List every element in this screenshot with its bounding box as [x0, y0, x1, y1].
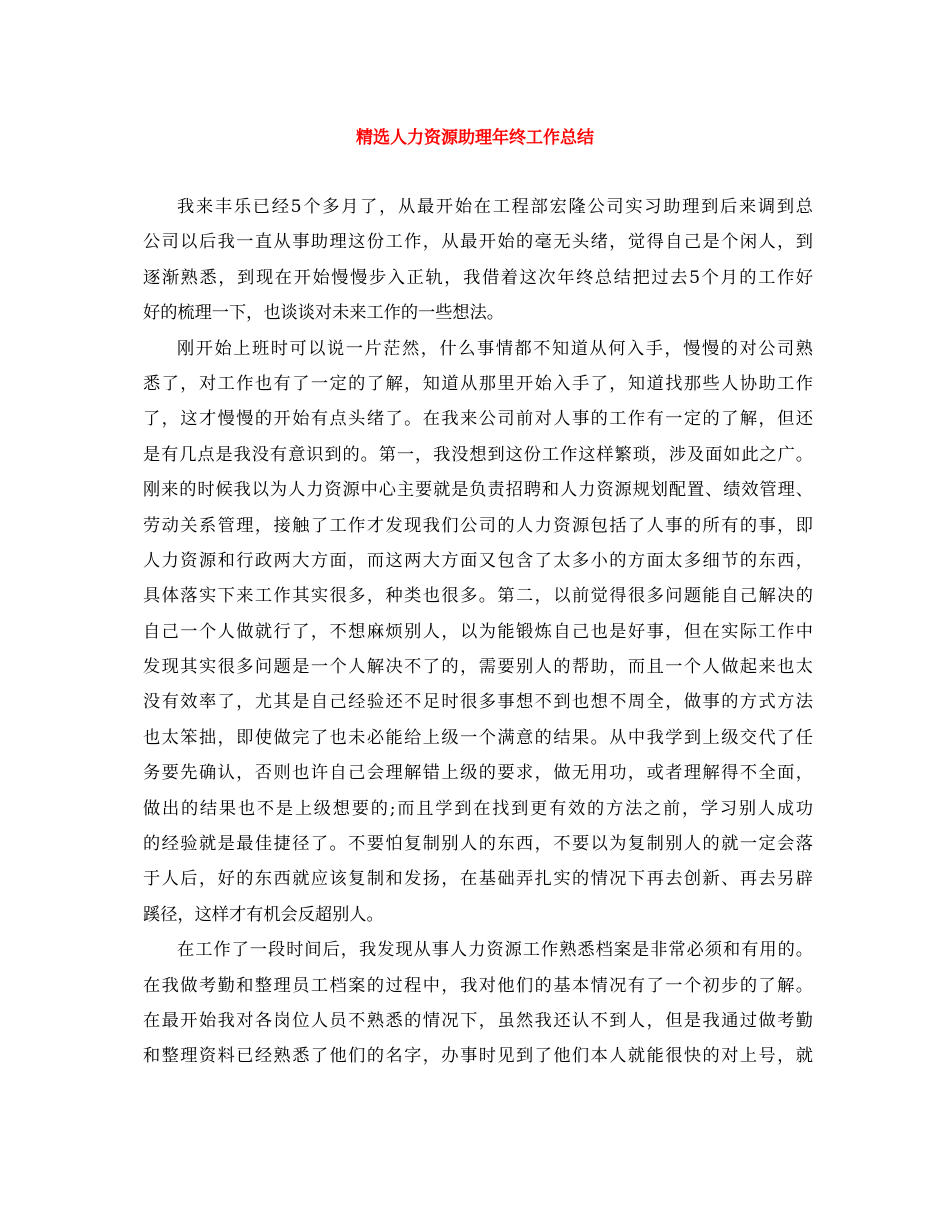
- text-line: 我来丰乐已经5个多月了，从最开始在工程部宏隆公司实习助理到后来调到总: [177, 197, 813, 217]
- paragraph-3: [143, 933, 813, 1075]
- text-line: 务要先确认，否则也许自己会理解错上级的要求，做无用功，或者理解得不全面，: [143, 763, 813, 784]
- text-line: 公司以后我一直从事助理这份工作，从最开始的毫无头绪，觉得自己是个闲人，到: [143, 232, 813, 253]
- text-line: 是有几点是我没有意识到的。第一，我没想到这份工作这样繁琐，涉及面如此之广。: [143, 444, 813, 465]
- text-line: 没有效率了，尤其是自己经验还不足时很多事想不到也想不周全，做事的方式方法: [143, 692, 813, 713]
- text-line: 在工作了一段时间后，我发现从事人力资源工作熟悉档案是非常必须和有用的。: [177, 940, 813, 961]
- text-line: 刚开始上班时可以说一片茫然，什么事情都不知道从何入手，慢慢的对公司熟: [177, 338, 813, 359]
- text-line: 好的梳理一下，也谈谈对未来工作的一些想法。: [143, 303, 504, 324]
- document-title: 精选人力资源助理年终工作总结: [356, 128, 594, 148]
- text-line: 自己一个人做就行了，不想麻烦别人，以为能锻炼自己也是好事，但在实际工作中: [143, 621, 813, 642]
- text-line: 和整理资料已经熟悉了他们的名字，办事时见到了他们本人就能很快的对上号，就: [143, 1046, 813, 1067]
- text-line: 劳动关系管理，接触了工作才发现我们公司的人力资源包括了人事的所有的事，即: [143, 515, 813, 536]
- paragraph-1: [143, 190, 813, 332]
- text-line: 做出的结果也不是上级想要的;而且学到在找到更有效的方法之前，学习别人成功: [143, 798, 813, 819]
- text-line: 了，这才慢慢的开始有点头绪了。在我来公司前对人事的工作有一定的了解，但还: [143, 409, 813, 430]
- text-line: 悉了，对工作也有了一定的了解，知道从那里开始入手了，知道找那些人协助工作: [143, 373, 813, 394]
- text-line: 刚来的时候我以为人力资源中心主要就是负责招聘和人力资源规划配置、绩效管理、: [143, 480, 813, 501]
- text-line: 蹊径，这样才有机会反超别人。: [143, 904, 384, 925]
- text-line: 也太笨拙，即使做完了也未必能给上级一个满意的结果。从中我学到上级交代了任: [143, 727, 813, 748]
- text-line: 人力资源和行政两大方面，而这两大方面又包含了太多小的方面太多细节的东西，: [143, 550, 813, 571]
- text-line: 逐渐熟悉，到现在开始慢慢步入正轨，我借着这次年终总结把过去5个月的工作好: [143, 267, 813, 288]
- text-line: 在最开始我对各岗位人员不熟悉的情况下，虽然我还认不到人，但是我通过做考勤: [143, 1010, 813, 1031]
- text-line: 在我做考勤和整理员工档案的过程中，我对他们的基本情况有了一个初步的了解。: [143, 975, 813, 996]
- text-line: 于人后，好的东西就应该复制和发扬，在基础弄扎实的情况下再去创新、再去另辟: [143, 869, 813, 890]
- document-body: [143, 190, 813, 1075]
- text-line: 具体落实下来工作其实很多，种类也很多。第二，以前觉得很多问题能自己解决的: [143, 586, 813, 607]
- text-line: 的经验就是最佳捷径了。不要怕复制别人的东西，不要以为复制别人的就一定会落: [143, 834, 813, 855]
- paragraph-2: [143, 332, 813, 934]
- text-line: 发现其实很多问题是一个人解决不了的，需要别人的帮助，而且一个人做起来也太: [143, 657, 813, 678]
